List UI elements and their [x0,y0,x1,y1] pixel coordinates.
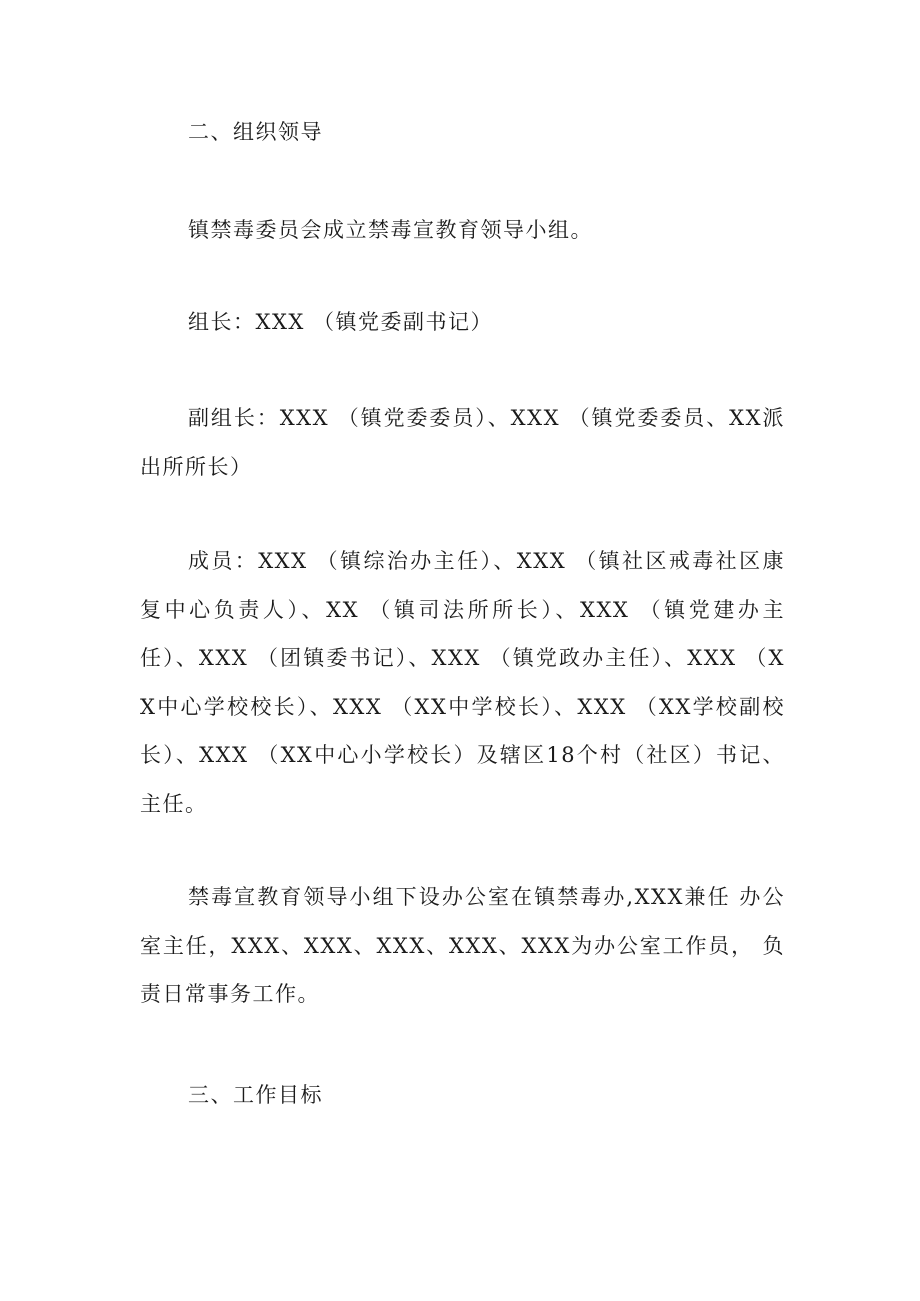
paragraph-intro: 镇禁毒委员会成立禁毒宣教育领导小组。 [188,218,593,242]
section-heading-organization: 二、组织领导 [188,120,323,144]
section-heading-goals: 三、工作目标 [188,1083,323,1107]
paragraph-deputy-leaders: 副组长：XXX （镇党委委员）、XXX （镇党委委员、XX派出所所长） [140,406,785,479]
paragraph-members: 成员：XXX （镇综治办主任）、XXX （镇社区戒毒社区康复中心负责人）、XX （镇司法所所长）、XXX （镇党建办主任）、XXX （团镇委书记）、XXX （镇党政办主任）、XXX （XX中心学校校长）、XXX （XX中学校长）、XXX （XX学校副校长）、XXX （XX中心小学校长）及辖区18个村（社区）书记、主任。 [140,549,785,816]
paragraph-leader: 组长：XXX （镇党委副书记） [188,310,494,334]
paragraph-office: 禁毒宣教育领导小组下设办公室在镇禁毒办,XXX兼任 办公室主任，XXX、XXX、XXX、XXX、XXX为办公室工作员， 负责日常事务工作。 [140,885,785,1006]
